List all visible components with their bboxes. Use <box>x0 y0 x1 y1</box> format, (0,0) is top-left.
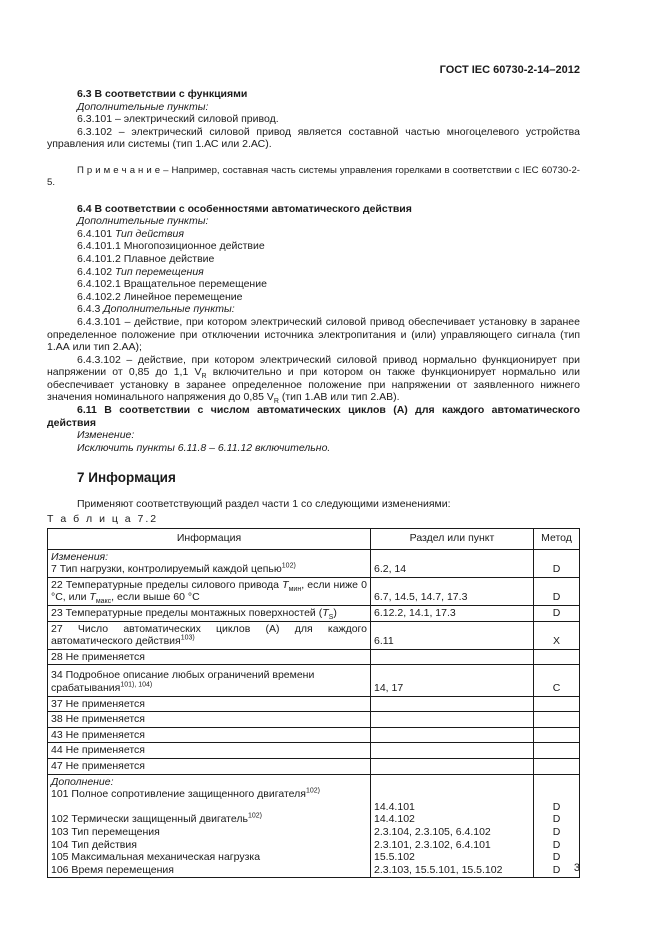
clause-6-3-102: 6.3.102 – электрический силовой привод является составной частью многоцелевого устройства управления или системы (тип 1.АС или 2.АС). <box>47 125 580 151</box>
text-run: включительно и при котором он также функционирует нормально или обеспечивает установку в заранее определенное положение при напряжении от заявленного нижнего значения номинального напряжения до 0,85 V <box>47 366 580 404</box>
cell-line: 103 Тип перемещения <box>51 825 160 838</box>
table-row <box>48 696 580 712</box>
table-row <box>48 743 580 759</box>
cell-line: D <box>552 863 561 876</box>
method-cell <box>534 649 580 665</box>
section-6-4-subtitle: Дополнительные пункты: <box>77 215 209 228</box>
header-info: Информация <box>48 528 371 549</box>
cell-text: , если ниже 0 °С, или <box>51 578 368 604</box>
text-run: 6.4.3.102 – действие, при котором электрический силовой привод нормально функционирует при напряжении от 0,85 до 1,1 V <box>47 353 580 379</box>
section-7-intro: Применяют соответствующий раздел части 1 со следующими изменениями: <box>77 498 451 511</box>
cell-line: D <box>552 813 561 826</box>
note-text: – Например, составная часть системы управления горелками в соответствии с IEC 60730-2-5. <box>47 164 580 188</box>
cell-line: 14.4.101 <box>374 800 415 813</box>
info-cell <box>48 774 371 878</box>
subscript: R <box>201 373 207 381</box>
page-number: 3 <box>573 862 580 874</box>
subscript: S <box>328 614 334 622</box>
table-row <box>48 665 580 696</box>
subscript: мин <box>288 585 302 593</box>
subscript: макс <box>95 598 112 606</box>
table-row <box>48 727 580 743</box>
clause-number: 6.4.3 <box>77 303 104 316</box>
cell-text: 34 Подробное описание любых ограничений времени <box>51 669 315 682</box>
table-header-row <box>48 528 580 549</box>
header-ref: Раздел или пункт <box>371 528 534 549</box>
clause-6-4-101-1: 6.4.101.1 Многопозиционное действие <box>77 240 265 253</box>
table-row <box>48 712 580 728</box>
header-method: Метод <box>534 528 580 549</box>
cell-text: , если выше 60 °С <box>111 591 200 604</box>
cell-text: 23 Температурные пределы монтажных поверхностей ( <box>51 607 323 619</box>
table-caption: Т а б л и ц а 7.2 <box>47 513 159 526</box>
ref-cell <box>371 727 534 743</box>
method-cell: D <box>534 606 580 622</box>
clause-6-3-101: 6.3.101 – электрический силовой привод. <box>77 113 279 126</box>
cell-line: 2.3.101, 2.3.102, 6.4.101 <box>374 838 491 851</box>
clause-6-4-101-2: 6.4.101.2 Плавное действие <box>77 252 215 265</box>
info-cell <box>48 549 371 577</box>
clause-6-4-3-101: 6.4.3.101 – действие, при котором электрический силовой привод обеспечивает установку в заранее определенное положение при отключении источника электропитания и (или) управляющего сигнала (тип 1.АА или тип 2.АА); <box>47 315 580 354</box>
info-cell <box>48 606 371 622</box>
cell-line: 105 Максимальная механическая нагрузка <box>51 851 261 864</box>
footnote-ref: 102) <box>281 562 296 570</box>
clause-6-4-3-102 <box>47 354 580 404</box>
method-cell: C <box>534 665 580 696</box>
ref-cell: 6.7, 14.5, 14.7, 17.3 <box>371 577 534 605</box>
clause-6-4-101 <box>47 228 580 241</box>
ref-cell <box>371 696 534 712</box>
method-cell <box>534 696 580 712</box>
note-label: П р и м е ч а н и е <box>77 164 161 176</box>
symbol: T <box>282 578 289 591</box>
clause-6-4-3 <box>47 303 580 316</box>
info-cell <box>48 621 371 649</box>
method-cell: X <box>534 621 580 649</box>
info-cell: 47 Не применяется <box>48 758 371 774</box>
section-6-4-title: 6.4 В соответствии с особенностями автоматического действия <box>77 202 412 215</box>
info-cell: 37 Не применяется <box>48 696 371 712</box>
cell-text: 27 Число автоматических циклов (А) для каждого <box>51 622 367 635</box>
section-6-11-text: Исключить пункты 6.11.8 – 6.11.12 включительно. <box>77 441 331 454</box>
info-cell: 43 Не применяется <box>48 727 371 743</box>
method-cell: D <box>534 549 580 577</box>
group-label: Изменения: <box>51 550 109 563</box>
method-cell <box>534 743 580 759</box>
table-row <box>48 549 580 577</box>
cell-line: D <box>552 825 561 838</box>
cell-line: D <box>552 851 561 864</box>
subscript: R <box>273 398 279 406</box>
cell-line: 14.4.102 <box>374 813 415 826</box>
clause-heading: Тип действия <box>114 227 184 240</box>
ref-cell <box>371 774 534 878</box>
info-cell <box>48 577 371 605</box>
symbol: T <box>322 607 329 619</box>
section-6-3-subtitle: Дополнительные пункты: <box>77 100 209 113</box>
clause-6-4-102-2: 6.4.102.2 Линейное перемещение <box>77 290 243 303</box>
cell-text: 22 Температурные пределы силового привода <box>51 578 283 591</box>
cell-line: 104 Тип действия <box>51 838 137 851</box>
info-cell: 44 Не применяется <box>48 743 371 759</box>
table-row-additions <box>48 774 580 878</box>
cell-text: 102 Термически защищенный двигатель <box>51 813 248 826</box>
clause-6-4-102-1: 6.4.102.1 Вращательное перемещение <box>77 278 267 291</box>
section-6-11-subtitle: Изменение: <box>77 429 135 442</box>
footnote-ref: 102) <box>305 787 320 795</box>
cell-text: 7 Тип нагрузки, контролируемый каждой цепью <box>51 563 282 576</box>
cell-text: ) <box>333 607 337 619</box>
cell-line: 106 Время перемещения <box>51 863 174 876</box>
clause-number: 6.4.101 <box>77 227 115 240</box>
method-cell <box>534 712 580 728</box>
cell-spacer <box>51 801 367 814</box>
info-cell: 28 Не применяется <box>48 649 371 665</box>
ref-cell <box>371 649 534 665</box>
footnote-ref: 102) <box>247 812 262 820</box>
cell-line: 2.3.104, 2.3.105, 6.4.102 <box>374 825 491 838</box>
info-cell <box>48 665 371 696</box>
table-row <box>48 758 580 774</box>
group-label: Дополнение: <box>51 775 114 788</box>
cell-line: 2.3.103, 15.5.101, 15.5.102 <box>374 863 503 876</box>
section-7-title: 7 Информация <box>77 470 176 486</box>
cell-line <box>51 813 367 826</box>
page-body <box>47 88 580 878</box>
clause-6-4-102 <box>47 266 580 279</box>
document-id: ГОСТ IEC 60730-2-14–2012 <box>439 64 580 76</box>
ref-cell: 6.12.2, 14.1, 17.3 <box>371 606 534 622</box>
text-run: (тип 1.АВ или тип 2.АВ). <box>278 391 400 404</box>
footnote-ref: 101), 104) <box>120 681 153 689</box>
cell-text: срабатывания <box>51 681 121 694</box>
cell-line: D <box>552 800 561 813</box>
info-cell: 38 Не применяется <box>48 712 371 728</box>
ref-cell <box>371 758 534 774</box>
section-6-3-title: 6.3 В соответствии с функциями <box>77 88 248 100</box>
table-row <box>48 577 580 605</box>
ref-cell: 14, 17 <box>371 665 534 696</box>
ref-cell <box>371 743 534 759</box>
ref-cell: 6.11 <box>371 621 534 649</box>
method-cell <box>534 727 580 743</box>
footnote-ref: 103) <box>180 634 195 642</box>
clause-heading: Дополнительные пункты: <box>103 303 235 316</box>
table-row <box>48 649 580 665</box>
clause-heading: Тип перемещения <box>114 265 204 278</box>
method-cell <box>534 774 580 878</box>
method-cell <box>534 758 580 774</box>
symbol: T <box>89 591 96 604</box>
info-table <box>47 528 580 879</box>
ref-cell <box>371 712 534 728</box>
clause-number: 6.4.102 <box>77 265 115 278</box>
table-row <box>48 621 580 649</box>
cell-line: 15.5.102 <box>374 851 415 864</box>
table-row <box>48 606 580 622</box>
method-cell: D <box>534 577 580 605</box>
cell-line: D <box>552 838 561 851</box>
cell-text: автоматического действия <box>51 635 181 648</box>
note-6-3 <box>47 165 580 189</box>
cell-text: 101 Полное сопротивление защищенного двигателя <box>51 788 306 801</box>
ref-cell: 6.2, 14 <box>371 549 534 577</box>
section-6-11-title: 6.11 В соответствии с числом автоматических циклов (А) для каждого автоматического действия <box>47 404 580 429</box>
cell-line <box>51 788 367 801</box>
